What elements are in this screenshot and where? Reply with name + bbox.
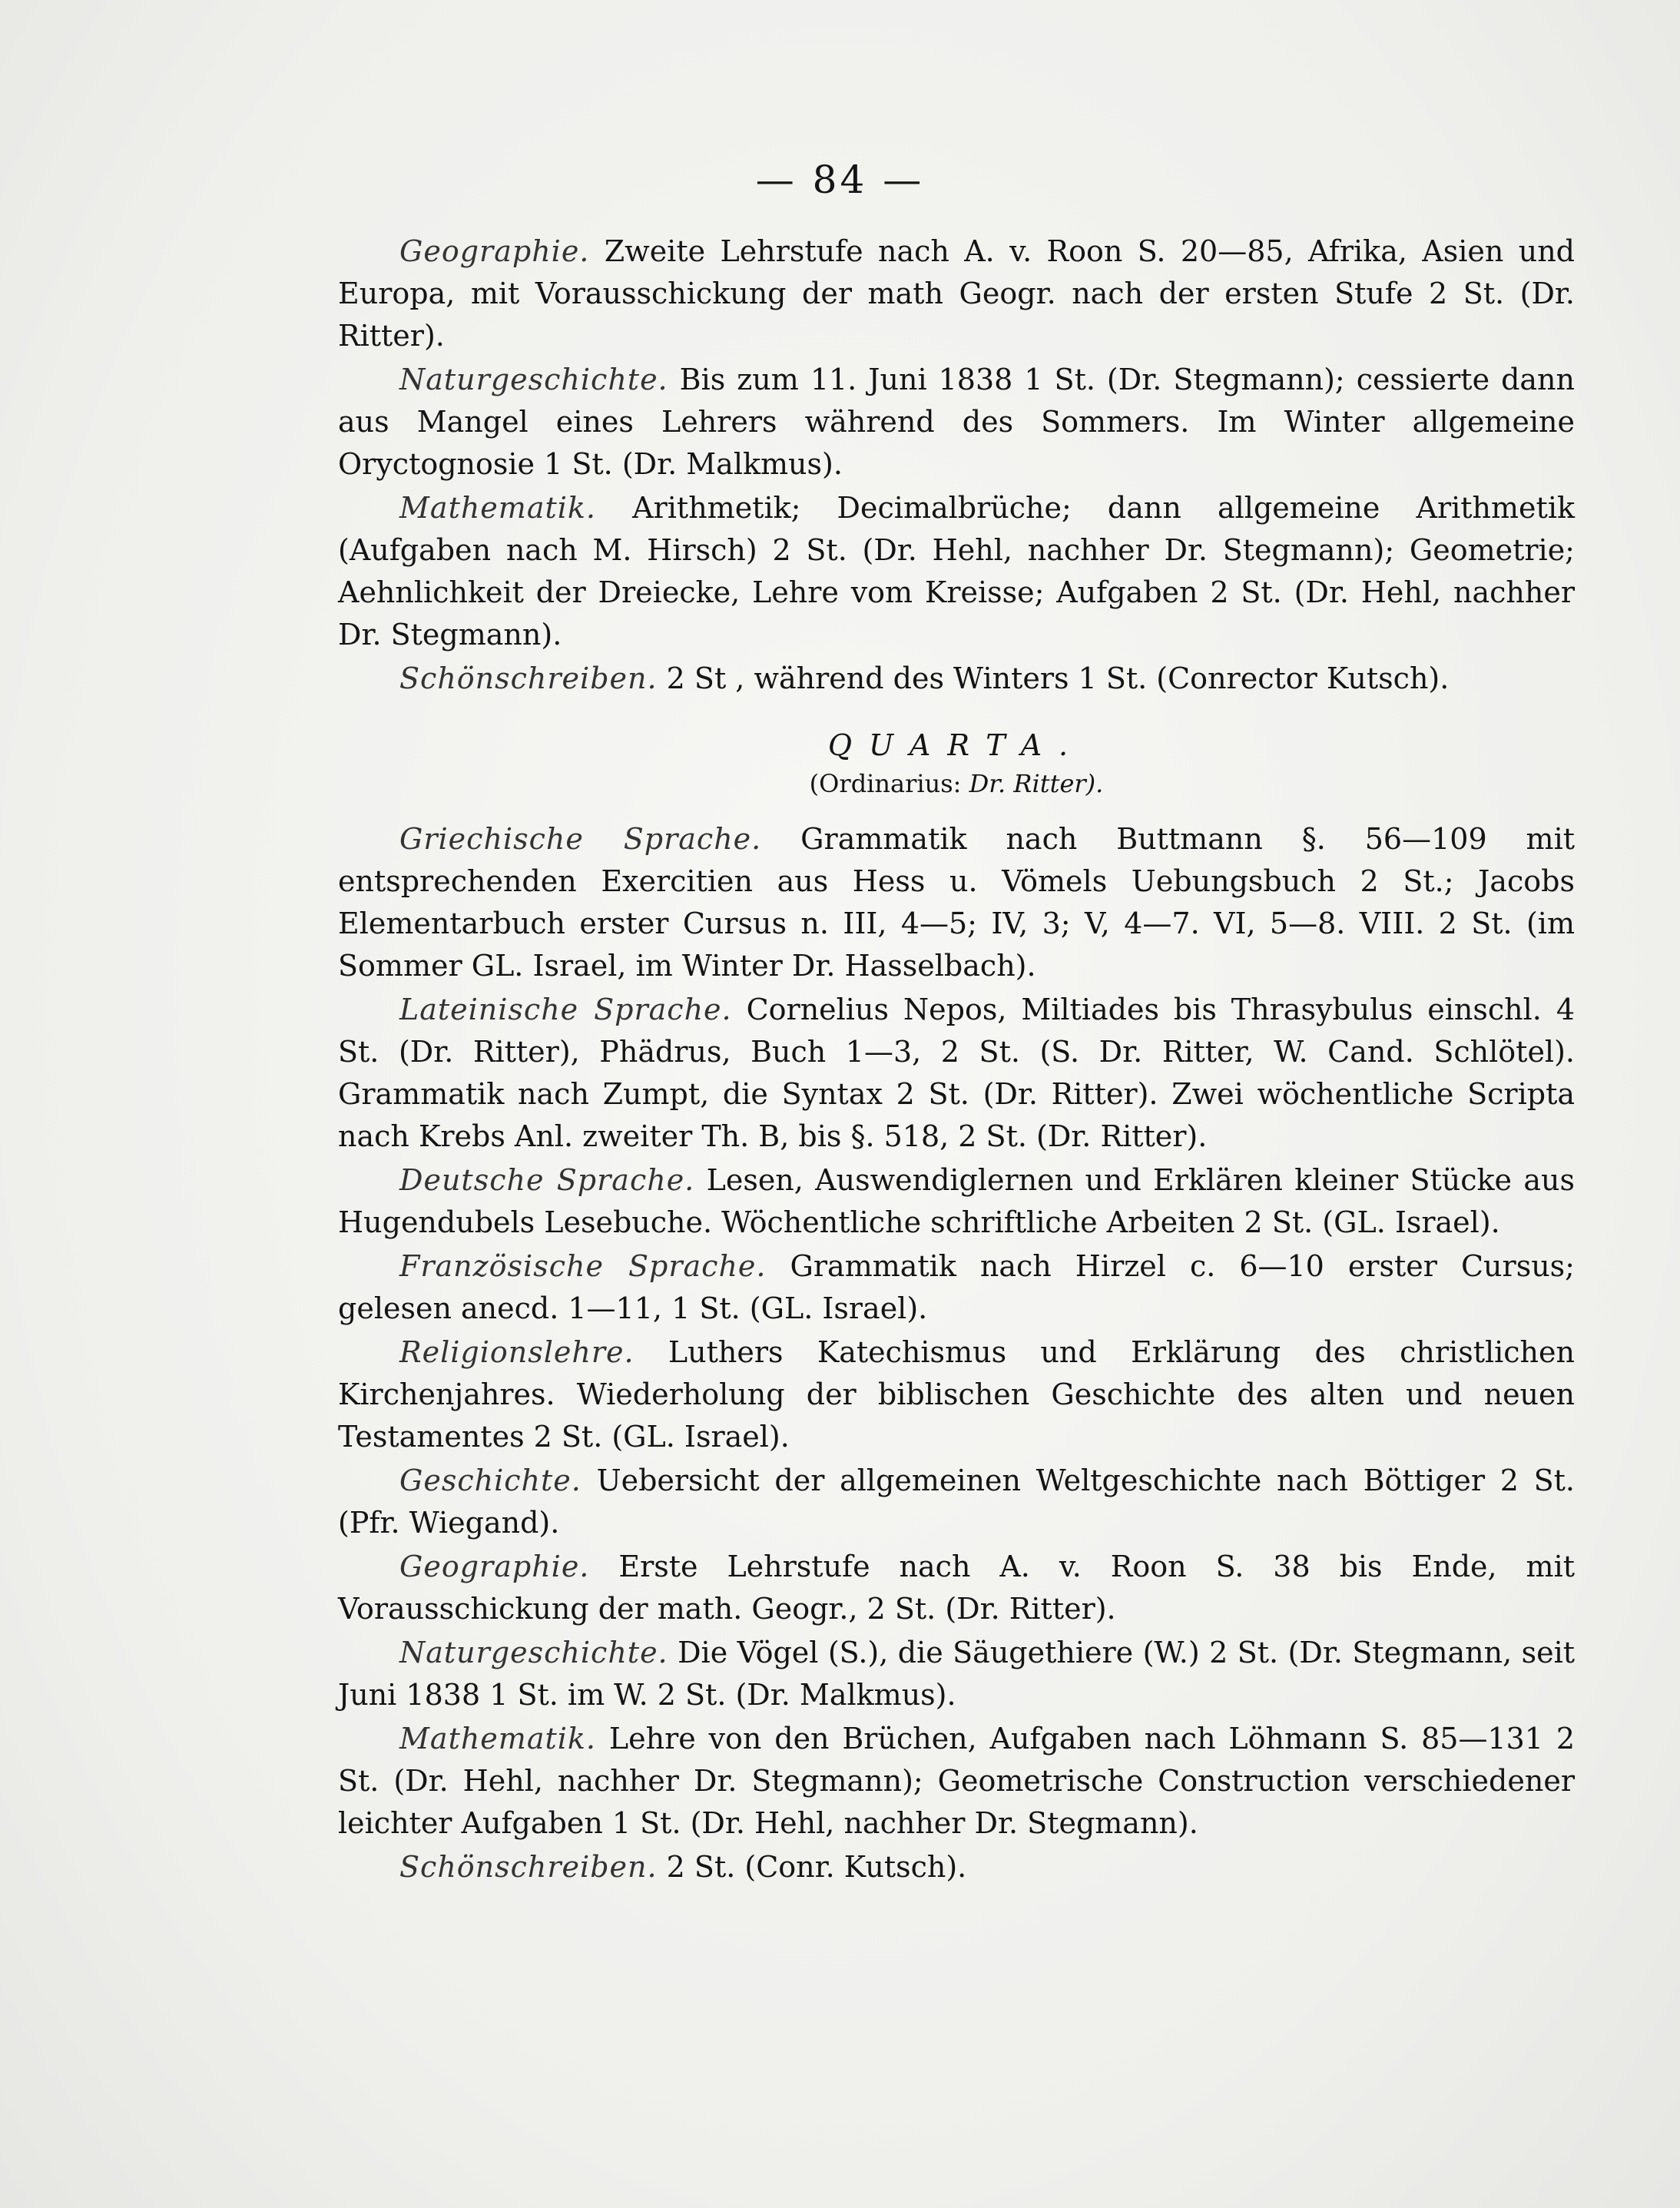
subject-label: Geographie.: [399, 1550, 590, 1583]
paragraph-text: Lehre von den Brüchen, Aufgaben nach Löhmann S. 85—131 2 St. (Dr. Hehl, nachher Dr. Stegmann); Geometrische Construction verschiedener leichter Aufgaben 1 St. (Dr. Hehl, nachher Dr. Stegmann).: [338, 1722, 1575, 1840]
ordinarius-name: Dr. Ritter).: [969, 769, 1104, 798]
subject-label: Naturgeschichte.: [399, 1636, 668, 1669]
subject-label: Religionslehre.: [399, 1335, 635, 1369]
paragraph-mathematik: [338, 487, 1575, 656]
paragraph-text: Cornelius Nepos, Miltiades bis Thrasybulus einschl. 4 St. (Dr. Ritter), Phädrus, Buch 1—3, 2 St. (S. Dr. Ritter, W. Cand. Schlötel). Grammatik nach Zumpt, die Syntax 2 St. (Dr. Ritter). Zwei wöchentliche Scripta nach Krebs Anl. zweiter Th. B, bis §. 518, 2 St. (Dr. Ritter).: [338, 993, 1575, 1153]
paragraph-text: Bis zum 11. Juni 1838 1 St. (Dr. Stegmann); cessierte dann aus Mangel eines Lehrers während des Sommers. Im Winter allgemeine Oryctognosie 1 St. (Dr. Malkmus).: [338, 363, 1575, 481]
paragraph-naturgeschichte: [338, 1632, 1575, 1716]
paragraph-text: Grammatik nach Buttmann §. 56—109 mit entsprechenden Exercitien aus Hess u. Vömels Uebungsbuch 2 St.; Jacobs Elementarbuch erster Cursus n. III, 4—5; IV, 3; V, 4—7. VI, 5—8. VIII. 2 St. (im Sommer GL. Israel, im Winter Dr. Hasselbach).: [338, 822, 1575, 983]
paragraph-franzoesisch: [338, 1245, 1575, 1330]
paragraph-text: Erste Lehrstufe nach A. v. Roon S. 38 bis Ende, mit Vorausschickung der math. Geogr., 2 St. (Dr. Ritter).: [338, 1550, 1575, 1626]
paragraph-text: Lesen, Auswendiglernen und Erklären kleiner Stücke aus Hugendubels Lesebuche. Wöchentliche schriftliche Arbeiten 2 St. (GL. Israel).: [338, 1163, 1575, 1239]
paragraph-naturgeschichte: [338, 359, 1575, 486]
ordinarius-label: (Ordinarius:: [809, 769, 962, 798]
subject-label: Griechische Sprache.: [399, 822, 762, 856]
paragraph-text: Zweite Lehrstufe nach A. v. Roon S. 20—85, Afrika, Asien und Europa, mit Vorausschickung der math Geogr. nach der ersten Stufe 2 St. (Dr. Ritter).: [338, 234, 1575, 353]
class-heading: QUARTA.: [827, 728, 1085, 762]
paragraph-text: Luthers Katechismus und Erklärung des christlichen Kirchenjahres. Wiederholung der biblischen Geschichte des alten und neuen Testamentes 2 St. (GL. Israel).: [338, 1335, 1575, 1454]
paragraph-geographie: [338, 1546, 1575, 1630]
paragraph-text: 2 St , während des Winters 1 St. (Conrector Kutsch).: [666, 661, 1450, 695]
paragraph-geschichte: [338, 1460, 1575, 1544]
subject-label: Geschichte.: [399, 1464, 582, 1497]
subject-label: Mathematik.: [399, 1722, 597, 1755]
paragraph-schoenschreiben: [338, 1846, 1575, 1888]
paragraph-text: Arithmetik; Decimalbrüche; dann allgemeine Arithmetik (Aufgaben nach M. Hirsch) 2 St. (Dr. Hehl, nachher Dr. Stegmann); Geometrie; Aehnlichkeit der Dreiecke, Lehre vom Kreisse; Aufgaben 2 St. (Dr. Hehl, nachher Dr. Stegmann).: [338, 491, 1575, 651]
section-tertia-continued: [338, 230, 1575, 700]
subject-label: Naturgeschichte.: [399, 363, 668, 396]
paragraph-lateinisch: [338, 989, 1575, 1158]
paragraph-griechisch: [338, 818, 1575, 987]
page-content: [338, 230, 1575, 1890]
paragraph-religionslehre: [338, 1331, 1575, 1458]
subject-label: Mathematik.: [399, 491, 597, 525]
subject-label: Schönschreiben.: [399, 1850, 658, 1884]
section-quarta: [338, 818, 1575, 1888]
paragraph-mathematik: [338, 1718, 1575, 1845]
paragraph-text: Uebersicht der allgemeinen Weltgeschichte nach Böttiger 2 St. (Pfr. Wiegand).: [338, 1464, 1575, 1540]
subject-label: Französische Sprache.: [399, 1249, 767, 1283]
class-subheading: [338, 764, 1575, 803]
paragraph-schoenschreiben: [338, 658, 1575, 700]
subject-label: Lateinische Sprache.: [399, 993, 732, 1026]
paragraph-text: Die Vögel (S.), die Säugethiere (W.) 2 St. (Dr. Stegmann, seit Juni 1838 1 St. im W. 2 St. (Dr. Malkmus).: [338, 1636, 1575, 1712]
page-number: — 84 —: [755, 157, 925, 202]
paragraph-deutsch: [338, 1159, 1575, 1244]
paragraph-text: Grammatik nach Hirzel c. 6—10 erster Cursus; gelesen anecd. 1—11, 1 St. (GL. Israel).: [338, 1249, 1575, 1325]
subject-label: Schönschreiben.: [399, 661, 658, 695]
paragraph-geographie: [338, 230, 1575, 357]
subject-label: Geographie.: [399, 234, 590, 268]
subject-label: Deutsche Sprache.: [399, 1163, 695, 1197]
paragraph-text: 2 St. (Conr. Kutsch).: [666, 1850, 967, 1884]
